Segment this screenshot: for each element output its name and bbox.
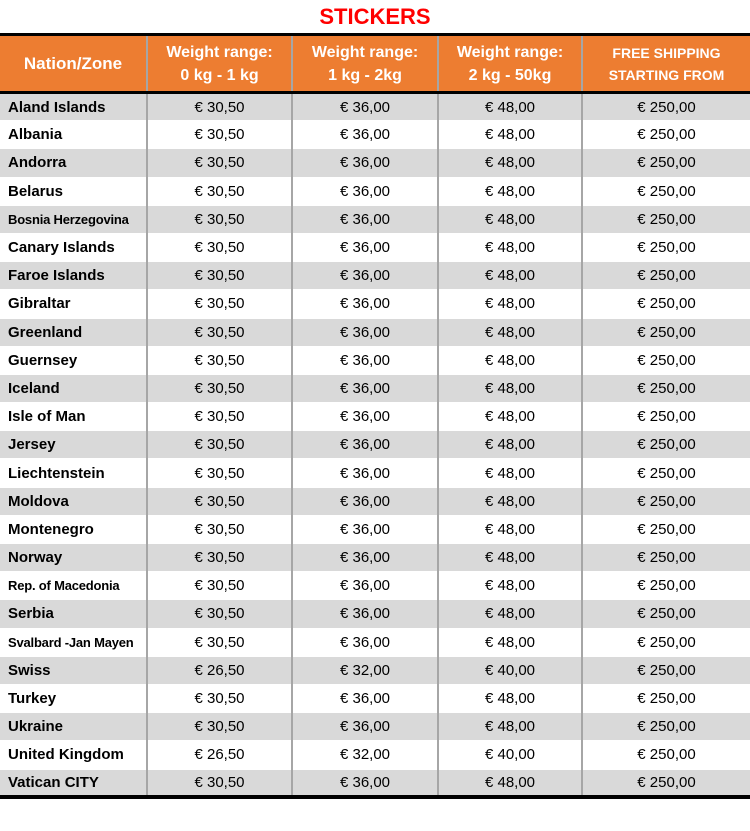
price-cell-w2: € 36,00 — [292, 544, 438, 572]
column-header-free-shipping — [582, 35, 750, 93]
table-row — [0, 487, 750, 515]
nation-cell: Norway — [0, 544, 147, 572]
price-cell-w1: € 30,50 — [147, 600, 292, 628]
price-cell-w2: € 36,00 — [292, 374, 438, 402]
price-cell-free: € 250,00 — [582, 233, 750, 261]
nation-cell: Ukraine — [0, 713, 147, 741]
price-cell-w1: € 30,50 — [147, 205, 292, 233]
price-cell-w3: € 48,00 — [438, 713, 582, 741]
price-cell-free: € 250,00 — [582, 374, 750, 402]
price-cell-w2: € 36,00 — [292, 318, 438, 346]
price-cell-w2: € 36,00 — [292, 290, 438, 318]
price-cell-free: € 250,00 — [582, 121, 750, 149]
table-row — [0, 572, 750, 600]
price-cell-w1: € 30,50 — [147, 713, 292, 741]
price-cell-w3: € 48,00 — [438, 628, 582, 656]
price-cell-w3: € 48,00 — [438, 149, 582, 177]
table-row — [0, 318, 750, 346]
table-row — [0, 262, 750, 290]
table-row — [0, 374, 750, 402]
header-line-1: Weight range: — [456, 43, 564, 61]
table-row — [0, 403, 750, 431]
header-line-2: STARTING FROM — [608, 66, 725, 83]
price-cell-free: € 250,00 — [582, 628, 750, 656]
table-header — [0, 35, 750, 93]
header-row — [0, 35, 750, 93]
table-row — [0, 205, 750, 233]
nation-cell: Montenegro — [0, 515, 147, 543]
price-cell-free: € 250,00 — [582, 177, 750, 205]
header-line-1: Weight range: — [166, 43, 273, 61]
price-cell-w1: € 30,50 — [147, 459, 292, 487]
price-cell-w1: € 30,50 — [147, 318, 292, 346]
header-line-2: 0 kg - 1 kg — [180, 66, 259, 84]
price-cell-free: € 250,00 — [582, 318, 750, 346]
price-cell-w3: € 48,00 — [438, 318, 582, 346]
price-cell-w2: € 36,00 — [292, 93, 438, 121]
nation-cell: Andorra — [0, 149, 147, 177]
nation-cell: Aland Islands — [0, 93, 147, 121]
price-cell-w2: € 36,00 — [292, 431, 438, 459]
price-cell-w1: € 30,50 — [147, 572, 292, 600]
price-cell-w3: € 48,00 — [438, 684, 582, 712]
price-cell-free: € 250,00 — [582, 515, 750, 543]
nation-cell: Jersey — [0, 431, 147, 459]
price-cell-w1: € 30,50 — [147, 177, 292, 205]
price-cell-free: € 250,00 — [582, 769, 750, 797]
price-cell-free: € 250,00 — [582, 713, 750, 741]
price-cell-free: € 250,00 — [582, 149, 750, 177]
price-cell-w2: € 36,00 — [292, 262, 438, 290]
price-cell-w1: € 30,50 — [147, 262, 292, 290]
nation-cell: Greenland — [0, 318, 147, 346]
price-cell-w3: € 48,00 — [438, 374, 582, 402]
table-row — [0, 544, 750, 572]
nation-cell: Canary Islands — [0, 233, 147, 261]
table-row — [0, 149, 750, 177]
nation-cell: Guernsey — [0, 346, 147, 374]
price-cell-w3: € 48,00 — [438, 346, 582, 374]
price-cell-w3: € 48,00 — [438, 487, 582, 515]
price-cell-w2: € 36,00 — [292, 628, 438, 656]
nation-cell: Liechtenstein — [0, 459, 147, 487]
nation-cell: Faroe Islands — [0, 262, 147, 290]
price-cell-w3: € 48,00 — [438, 515, 582, 543]
price-cell-w2: € 36,00 — [292, 149, 438, 177]
shipping-rates-table — [0, 33, 750, 799]
price-cell-free: € 250,00 — [582, 205, 750, 233]
page-title: STICKERS — [319, 3, 431, 29]
price-cell-w1: € 30,50 — [147, 403, 292, 431]
table-row — [0, 628, 750, 656]
price-cell-w1: € 30,50 — [147, 290, 292, 318]
header-line-1: Weight range: — [311, 43, 419, 61]
price-cell-w2: € 36,00 — [292, 121, 438, 149]
price-cell-w3: € 48,00 — [438, 431, 582, 459]
price-cell-w1: € 26,50 — [147, 656, 292, 684]
price-cell-w2: € 32,00 — [292, 656, 438, 684]
price-cell-w1: € 30,50 — [147, 233, 292, 261]
column-header-weight-0-1kg — [147, 35, 292, 93]
price-cell-w3: € 48,00 — [438, 93, 582, 121]
price-cell-w2: € 36,00 — [292, 233, 438, 261]
price-cell-w2: € 36,00 — [292, 769, 438, 797]
table-row — [0, 769, 750, 797]
header-line-2: 2 kg - 50kg — [468, 66, 552, 84]
table-row — [0, 290, 750, 318]
price-cell-w3: € 40,00 — [438, 656, 582, 684]
price-cell-w1: € 30,50 — [147, 628, 292, 656]
price-cell-free: € 250,00 — [582, 600, 750, 628]
price-cell-w1: € 30,50 — [147, 684, 292, 712]
price-cell-w2: € 36,00 — [292, 600, 438, 628]
header-line-1: FREE SHIPPING — [612, 44, 721, 61]
price-cell-free: € 250,00 — [582, 290, 750, 318]
price-cell-w3: € 48,00 — [438, 459, 582, 487]
price-cell-w2: € 36,00 — [292, 572, 438, 600]
price-cell-w1: € 30,50 — [147, 544, 292, 572]
price-cell-free: € 250,00 — [582, 487, 750, 515]
price-cell-free: € 250,00 — [582, 262, 750, 290]
price-cell-w1: € 30,50 — [147, 769, 292, 797]
nation-cell: Rep. of Macedonia — [0, 572, 147, 600]
price-cell-w3: € 48,00 — [438, 177, 582, 205]
price-cell-w3: € 48,00 — [438, 403, 582, 431]
price-cell-w3: € 48,00 — [438, 769, 582, 797]
price-cell-free: € 250,00 — [582, 346, 750, 374]
price-cell-w3: € 48,00 — [438, 600, 582, 628]
nation-cell: Isle of Man — [0, 403, 147, 431]
price-cell-w3: € 48,00 — [438, 544, 582, 572]
table-row — [0, 684, 750, 712]
price-cell-w1: € 30,50 — [147, 93, 292, 121]
table-row — [0, 346, 750, 374]
header-line-2: 1 kg - 2kg — [328, 66, 402, 84]
price-cell-w3: € 48,00 — [438, 121, 582, 149]
price-cell-w2: € 36,00 — [292, 403, 438, 431]
price-cell-w1: € 30,50 — [147, 121, 292, 149]
price-cell-w3: € 40,00 — [438, 741, 582, 769]
price-cell-w1: € 30,50 — [147, 431, 292, 459]
price-cell-w2: € 36,00 — [292, 515, 438, 543]
nation-cell: Svalbard -Jan Mayen — [0, 628, 147, 656]
price-cell-w3: € 48,00 — [438, 290, 582, 318]
column-header-nation-zone: Nation/Zone — [0, 35, 147, 93]
price-cell-w2: € 36,00 — [292, 205, 438, 233]
price-cell-w2: € 36,00 — [292, 684, 438, 712]
table-row — [0, 600, 750, 628]
price-cell-w2: € 36,00 — [292, 487, 438, 515]
price-cell-w3: € 48,00 — [438, 233, 582, 261]
price-cell-w3: € 48,00 — [438, 262, 582, 290]
price-cell-free: € 250,00 — [582, 403, 750, 431]
price-cell-w1: € 30,50 — [147, 515, 292, 543]
price-cell-w1: € 26,50 — [147, 741, 292, 769]
nation-cell: Iceland — [0, 374, 147, 402]
table-row — [0, 741, 750, 769]
price-cell-w1: € 30,50 — [147, 487, 292, 515]
nation-cell: United Kingdom — [0, 741, 147, 769]
table-row — [0, 515, 750, 543]
price-cell-w2: € 32,00 — [292, 741, 438, 769]
price-cell-w2: € 36,00 — [292, 713, 438, 741]
price-cell-free: € 250,00 — [582, 459, 750, 487]
price-cell-w3: € 48,00 — [438, 572, 582, 600]
table-row — [0, 713, 750, 741]
price-cell-free: € 250,00 — [582, 544, 750, 572]
price-cell-w2: € 36,00 — [292, 177, 438, 205]
nation-cell: Turkey — [0, 684, 147, 712]
nation-cell: Bosnia Herzegovina — [0, 205, 147, 233]
table-row — [0, 93, 750, 121]
price-cell-free: € 250,00 — [582, 93, 750, 121]
nation-cell: Gibraltar — [0, 290, 147, 318]
nation-cell: Swiss — [0, 656, 147, 684]
column-header-weight-2-50kg — [438, 35, 582, 93]
price-cell-free: € 250,00 — [582, 684, 750, 712]
nation-cell: Vatican CITY — [0, 769, 147, 797]
nation-cell: Belarus — [0, 177, 147, 205]
price-cell-w1: € 30,50 — [147, 149, 292, 177]
price-cell-w2: € 36,00 — [292, 346, 438, 374]
nation-cell: Serbia — [0, 600, 147, 628]
table-row — [0, 177, 750, 205]
price-cell-w1: € 30,50 — [147, 374, 292, 402]
table-row — [0, 233, 750, 261]
price-cell-w2: € 36,00 — [292, 459, 438, 487]
price-cell-w3: € 48,00 — [438, 205, 582, 233]
table-row — [0, 459, 750, 487]
nation-cell: Moldova — [0, 487, 147, 515]
price-cell-free: € 250,00 — [582, 431, 750, 459]
price-cell-free: € 250,00 — [582, 572, 750, 600]
price-cell-free: € 250,00 — [582, 741, 750, 769]
table-row — [0, 121, 750, 149]
nation-cell: Albania — [0, 121, 147, 149]
table-row — [0, 656, 750, 684]
price-cell-free: € 250,00 — [582, 656, 750, 684]
column-header-weight-1-2kg — [292, 35, 438, 93]
table-body — [0, 93, 750, 798]
price-cell-w1: € 30,50 — [147, 346, 292, 374]
table-row — [0, 431, 750, 459]
